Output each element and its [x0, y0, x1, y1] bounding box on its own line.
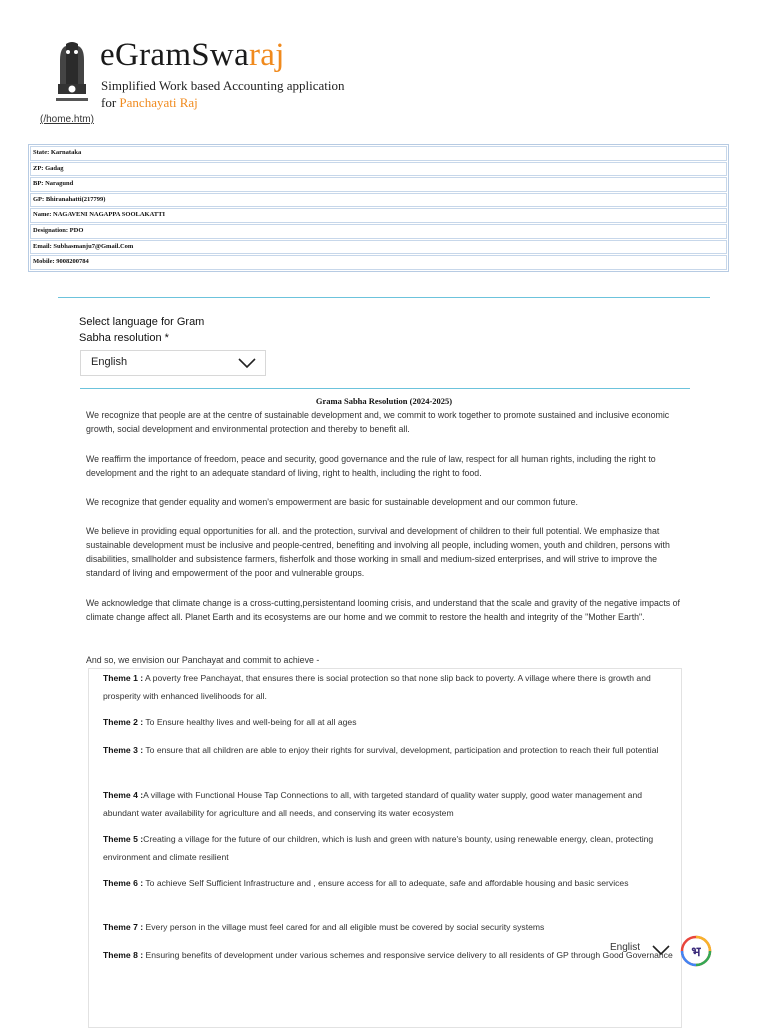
theme-item: Theme 2 : To Ensure healthy lives and well-being for all at all ages: [103, 717, 357, 727]
home-link[interactable]: (/home.htm): [40, 114, 94, 125]
language-select-label: Select language for Gram Sabha resolution *: [79, 316, 205, 344]
theme-item: Theme 3 : To ensure that all children are able to enjoy their rights for survival, development, participation and protection to reach their full potential: [103, 745, 659, 755]
info-row-designation: Designation: PDO: [30, 224, 727, 239]
resolution-paragraph: And so, we envision our Panchayat and commit to achieve -: [86, 655, 320, 665]
info-row-mobile: Mobile: 9008200784: [30, 255, 727, 270]
resolution-paragraph: We reaffirm the importance of freedom, peace and security, good governance and the rule of law, respect for all human rights, including the right to development and the right to an adequate standard of living, right to health, including the right to food.: [86, 454, 656, 478]
info-row-bp: BP: Naragund: [30, 177, 727, 192]
divider: [80, 388, 690, 389]
info-row-gp: GP: Bhiranahatti(217799): [30, 193, 727, 208]
theme-item: Theme 5 :Creating a village for the future of our children, which is lush and green with nature's bounty, using renewable energy, clean, protecting environment and climate resilient: [103, 834, 654, 862]
chevron-down-icon: [237, 355, 257, 371]
info-row-email: Email: Subhasmanju7@Gmail.Com: [30, 240, 727, 255]
resolution-paragraph: We recognize that gender equality and women's empowerment are basic for sustainable development and our common future.: [86, 497, 578, 507]
info-row-state: State: Karnataka: [30, 146, 727, 161]
themes-list: [88, 668, 682, 1028]
bhashini-logo-icon[interactable]: [680, 935, 712, 967]
resolution-paragraph: We recognize that people are at the centre of sustainable development and, we commit to work together to promote sustained and inclusive economic growth, social development and environmental protection and thereby to benefit all.: [86, 410, 670, 434]
theme-item: Theme 4 :A village with Functional House Tap Connections to all, with targeted standard of quality water supply, good water management and abundant water availability for agriculture and all needs, and conserving its water ecosystem: [103, 790, 643, 818]
brand-tagline: Simplified Work based Accounting application: [101, 78, 345, 93]
language-switch-label[interactable]: Englist: [610, 942, 641, 953]
resolution-paragraph: We acknowledge that climate change is a cross-cutting,persistentand looming crisis, and understand that the scale and gravity of the negative impacts of climate change affect all. Planet Earth and its ecosystems are our home and we commit to restore the health and integrity of the "Mother Earth".: [86, 598, 680, 622]
chevron-down-icon[interactable]: [651, 943, 671, 957]
national-emblem-icon: [52, 40, 92, 112]
theme-item: Theme 6 : To achieve Self Sufficient Infrastructure and , ensure access for all to adequate, safe and affordable housing and basic services: [103, 878, 629, 888]
brand-title: eGramSwaraj: [100, 37, 285, 73]
language-select-value: English: [91, 356, 128, 368]
resolution-paragraph: We believe in providing equal opportunities for all. and the protection, survival and development of children to their full potential. We emphasize that sustainable development must be inclusive and people-centred, benefiting and involving all people, including women, youth and children, persons with disabilities, smallholder and subsistence farmers, fisherfolk and those working in small and medium-sized enterprises, and will strive to improve the standard of living and empowerment of the poor and vulnerable groups.: [86, 526, 670, 578]
divider: [58, 297, 710, 298]
theme-item: Theme 1 : A poverty free Panchayat, that ensures there is social protection so that none slip back to poverty. A village where there is growth and prosperity with enhanced livelihoods for all.: [103, 673, 651, 701]
bhashini-glyph: भ: [691, 945, 701, 960]
language-select[interactable]: [80, 350, 266, 376]
brand-tagline-2: for Panchayati Raj: [101, 95, 198, 110]
theme-item: Theme 7 : Every person in the village must feel cared for and all eligible must be covered by social security systems: [103, 922, 545, 932]
info-row-name: Name: NAGAVENI NAGAPPA SOOLAKATTI: [30, 208, 727, 223]
user-info-table: [28, 144, 729, 272]
resolution-title: Grama Sabha Resolution (2024-2025): [315, 396, 453, 406]
info-row-zp: ZP: Gadag: [30, 162, 727, 177]
theme-item: Theme 8 : Ensuring benefits of development under various schemes and responsive service delivery to all residents of GP through Good Governance: [103, 950, 673, 960]
